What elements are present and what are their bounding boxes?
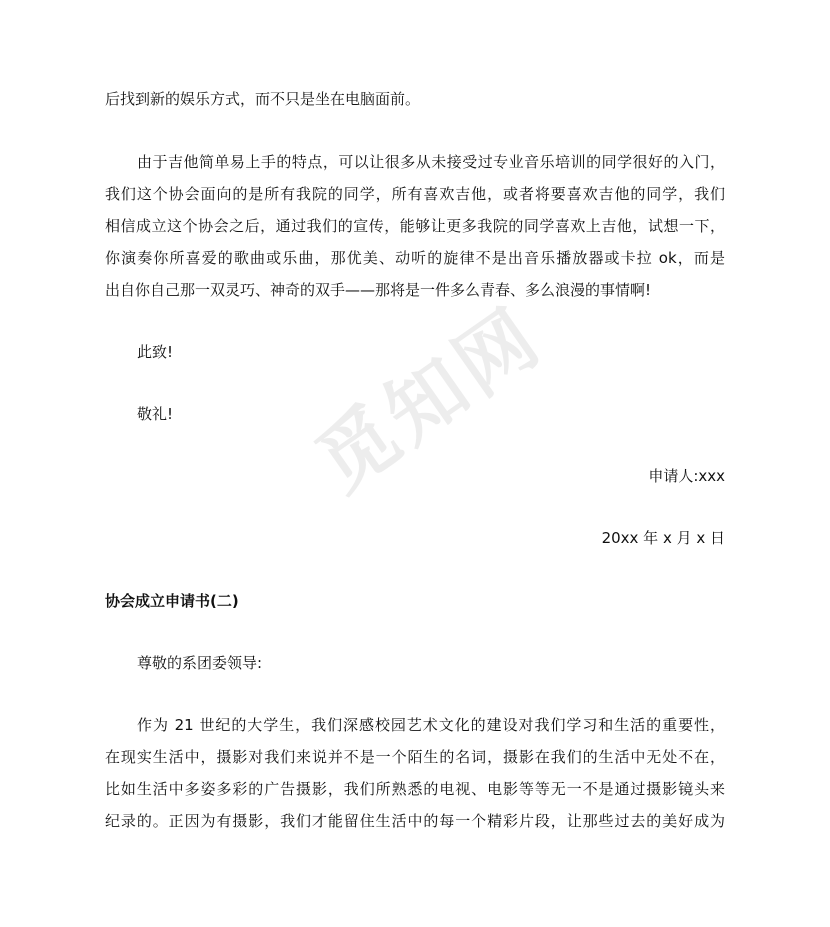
- section-title: 协会成立申请书(二): [105, 592, 239, 610]
- closing-jing-li: 敬礼!: [137, 405, 174, 423]
- closing-ci-zhi: 此致!: [137, 343, 174, 361]
- paragraph-2-line-1: 由于吉他简单易上手的特点，可以让很多从未接受过专业音乐培训的同学很好的入门，: [137, 153, 725, 171]
- paragraph-3-line-4: 纪录的。正因为有摄影，我们才能留住生活中的每一个精彩片段，让那些过去的美好成为: [105, 812, 725, 830]
- paragraph-2-line-3: 相信成立这个协会之后，通过我们的宣传，能够让更多我院的同学喜欢上吉他，试想一下，: [105, 217, 725, 235]
- paragraph-2-line-2: 我们这个协会面向的是所有我院的同学，所有喜欢吉他，或者将要喜欢吉他的同学，我们: [105, 185, 725, 203]
- applicant-signature: 申请人:xxx: [648, 467, 725, 485]
- salutation: 尊敬的系团委领导:: [137, 654, 263, 672]
- paragraph-1-tail: 后找到新的娱乐方式，而不只是坐在电脑面前。: [105, 90, 421, 108]
- paragraph-2-line-4: 你演奏你所喜爱的歌曲或乐曲，那优美、动听的旋律不是出音乐播放器或卡拉 ok，而是: [105, 249, 725, 267]
- date-line: 20xx 年 x 月 x 日: [601, 529, 725, 547]
- paragraph-3-line-2: 在现实生活中，摄影对我们来说并不是一个陌生的名词，摄影在我们的生活中无处不在，: [105, 748, 725, 766]
- paragraph-2-line-5: 出自你自己那一双灵巧、神奇的双手——那将是一件多么青春、多么浪漫的事情啊!: [105, 281, 652, 299]
- paragraph-3-line-3: 比如生活中多姿多彩的广告摄影，我们所熟悉的电视、电影等等无一不是通过摄影镜头来: [105, 780, 725, 798]
- paragraph-3-line-1: 作为 21 世纪的大学生，我们深感校园艺术文化的建设对我们学习和生活的重要性，: [137, 716, 725, 734]
- watermark: 觅知网: [300, 290, 560, 510]
